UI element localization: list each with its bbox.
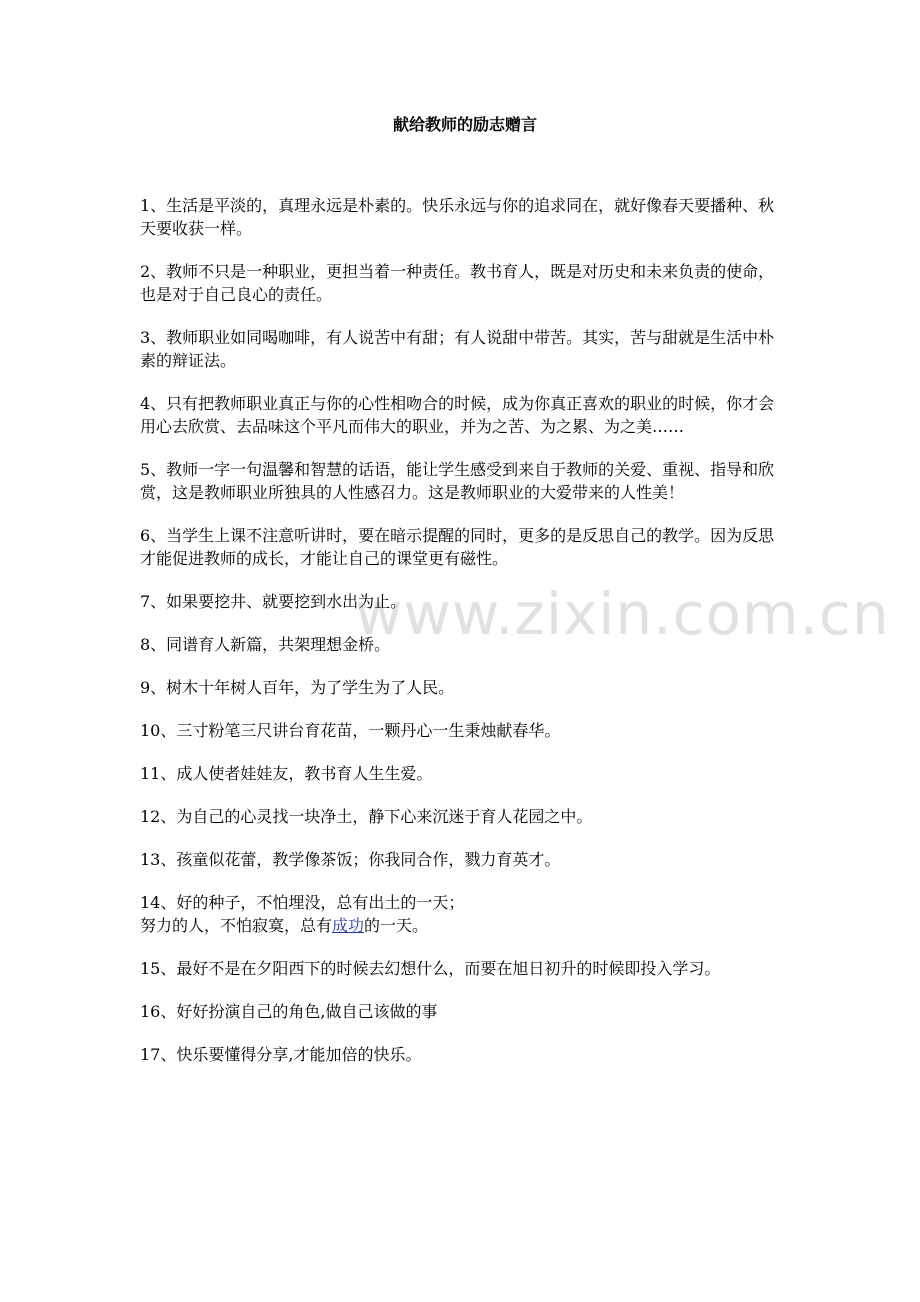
list-item: 3、教师职业如同喝咖啡，有人说苦中有甜；有人说甜中带苦。其实，苦与甜就是生活中朴素的辩证法。	[140, 328, 775, 370]
list-item-14-line-2-suffix: 的一天。	[364, 916, 429, 935]
list-item: 15、最好不是在夕阳西下的时候去幻想什么，而要在旭日初升的时候即投入学习。	[140, 959, 721, 978]
list-item: 1、生活是平淡的，真理永远是朴素的。快乐永远与你的追求同在，就好像春天要播种、秋天要收获一样。	[140, 196, 775, 238]
list-item-14-line-2-prefix: 努力的人，不怕寂寞，总有	[140, 916, 333, 935]
list-item: 4、只有把教师职业真正与你的心性相吻合的时候，成为你真正喜欢的职业的时候，你才会用心去欣赏、去品味这个平凡而伟大的职业，并为之苦、为之累、为之美……	[140, 394, 775, 436]
watermark: www.zixin.com.cn	[355, 580, 890, 648]
list-item: 5、教师一字一句温馨和智慧的话语，能让学生感受到来自于教师的关爱、重视、指导和欣赏，这是教师职业所独具的人性感召力。这是教师职业的大爱带来的人性美！	[140, 460, 775, 502]
list-item: 9、树木十年树人百年，为了学生为了人民。	[140, 678, 455, 697]
document-title: 献给教师的励志赠言	[392, 115, 537, 134]
list-item: 17、快乐要懂得分享,才能加倍的快乐。	[140, 1045, 422, 1064]
list-item-14	[140, 891, 790, 937]
list-item: 8、同谱育人新篇，共架理想金桥。	[140, 635, 391, 654]
list-item: 6、当学生上课不注意听讲时，要在暗示提醒的同时，更多的是反思自己的教学。因为反思才能促进教师的成长，才能让自己的课堂更有磁性。	[140, 526, 775, 568]
list-item-14-line-1: 14、好的种子，不怕埋没，总有出土的一天；	[140, 893, 465, 912]
list-item: 16、好好扮演自己的角色,做自己该做的事	[140, 1002, 438, 1021]
list-item-14-line-2	[140, 914, 790, 937]
list-item: 2、教师不只是一种职业，更担当着一种责任。教书育人，既是对历史和未来负责的使命，也是对于自己良心的责任。	[140, 262, 775, 304]
list-item: 7、如果要挖井、就要挖到水出为止。	[140, 592, 407, 611]
list-item: 11、成人使者娃娃友，教书育人生生爱。	[140, 764, 433, 783]
list-item: 13、孩童似花蕾，教学像茶饭；你我同合作，戮力育英才。	[140, 850, 561, 869]
list-item: 12、为自己的心灵找一块净土，静下心来沉迷于育人花园之中。	[140, 807, 593, 826]
document-page	[140, 112, 790, 1086]
success-link[interactable]: 成功	[332, 916, 365, 935]
list-item: 10、三寸粉笔三尺讲台育花苗，一颗丹心一生秉烛献春华。	[140, 721, 561, 740]
